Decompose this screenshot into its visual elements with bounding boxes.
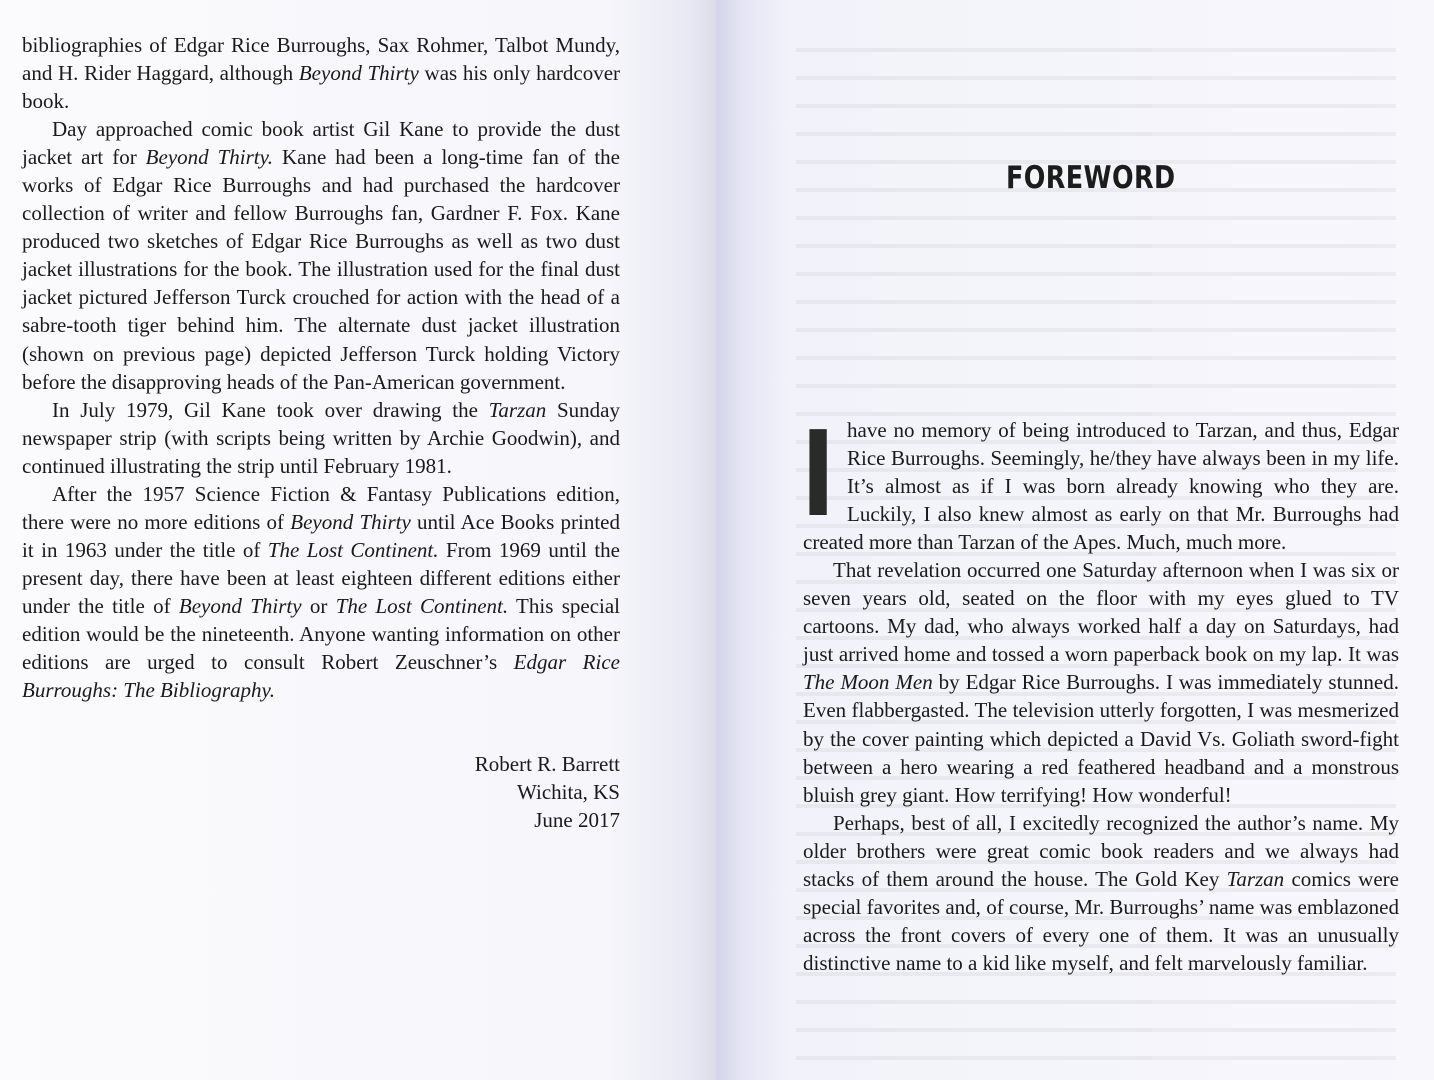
paragraph: In July 1979, Gil Kane took over drawing the Tarzan Sunday newspaper strip (with scripts being written by Archie Goodwin), and continued illustrating the strip until February 1981. xyxy=(22,397,621,478)
signature-date: June 2017 xyxy=(534,808,620,833)
left-page-text xyxy=(22,31,620,834)
left-page xyxy=(0,0,716,1080)
signature-location: Wichita, KS xyxy=(517,780,620,805)
paragraph: bibliographies of Edgar Rice Burroughs, Sax Rohmer, Talbot Mundy, and H. Rider Haggard, although Beyond Thirty was his only hardcover book. xyxy=(22,33,621,114)
paragraph: Perhaps, best of all, I excitedly recognized the author’s name. My older brothers were great comic book readers and we always had stacks of them around the house. The Gold Key Tarzan comics were special favorites and, of course, Mr. Burroughs’ name was emblazoned across the front covers of every one of them. It was an unusually distinctive name to a kid like myself, and felt marvelously familiar. xyxy=(803,810,1399,975)
signature-name: Robert R. Barrett xyxy=(474,752,620,777)
signature-block xyxy=(22,750,620,834)
paragraph: Day approached comic book artist Gil Kane to provide the dust jacket art for Beyond Thirty. Kane had been a long-time fan of the works of Edgar Rice Burroughs and had purchased the hardcover collection of writer and fellow Burroughs fan, Gardner F. Fox. Kane produced two sketches of Edgar Rice Burroughs as well as two dust jacket illustrations for the book. The illustration used for the final dust jacket pictured Jefferson Turck crouched for action with the head of a sabre-tooth tiger behind him. The alternate dust jacket illustration (shown on previous page) depicted Jefferson Turck holding Victory before the disapproving heads of the Pan-American government. xyxy=(22,117,620,394)
paragraph: After the 1957 Science Fiction & Fantasy Publications edition, there were no more editions of Beyond Thirty until Ace Books printed it in 1963 under the title of The Lost Continent. From 1969 until the present day, there have been at least eighteen different editions either under the title of Beyond Thirty or The Lost Continent. This special edition would be the nineteenth. Anyone wanting information on other editions are urged to consult Robert Zeuschner’s Edgar Rice Burroughs: The Bibliography. xyxy=(22,481,621,703)
right-page-text xyxy=(801,405,1399,977)
right-page xyxy=(716,0,1434,1080)
drop-cap: I xyxy=(801,405,836,543)
paragraph: That revelation occurred one Saturday afternoon when I was six or seven years old, seated on the floor with my eyes glued to TV cartoons. My dad, who always worked half a day on Saturdays, had just arrived home and tossed a worn paperback book on my lap. It was The Moon Men by Edgar Rice Burroughs. I was immediately stunned. Even flabbergasted. The television utterly forgotten, I was mesmerized by the cover painting which depicted a David Vs. Goliath sword-fight between a hero wearing a red feathered headband and a monstrous bluish grey giant. How terrifying! How wonderful! xyxy=(803,558,1399,807)
chapter-title: FOREWORD xyxy=(1006,160,1176,196)
paragraph: Ihave no memory of being introduced to Tarzan, and thus, Edgar Rice Burroughs. Seemingly, he/they have always been in my life. It’s almost as if I was born already knowing who they are. Luckily, I also knew almost as early on that Mr. Burroughs had created more than Tarzan of the Apes. Much, much more. xyxy=(801,405,1399,555)
